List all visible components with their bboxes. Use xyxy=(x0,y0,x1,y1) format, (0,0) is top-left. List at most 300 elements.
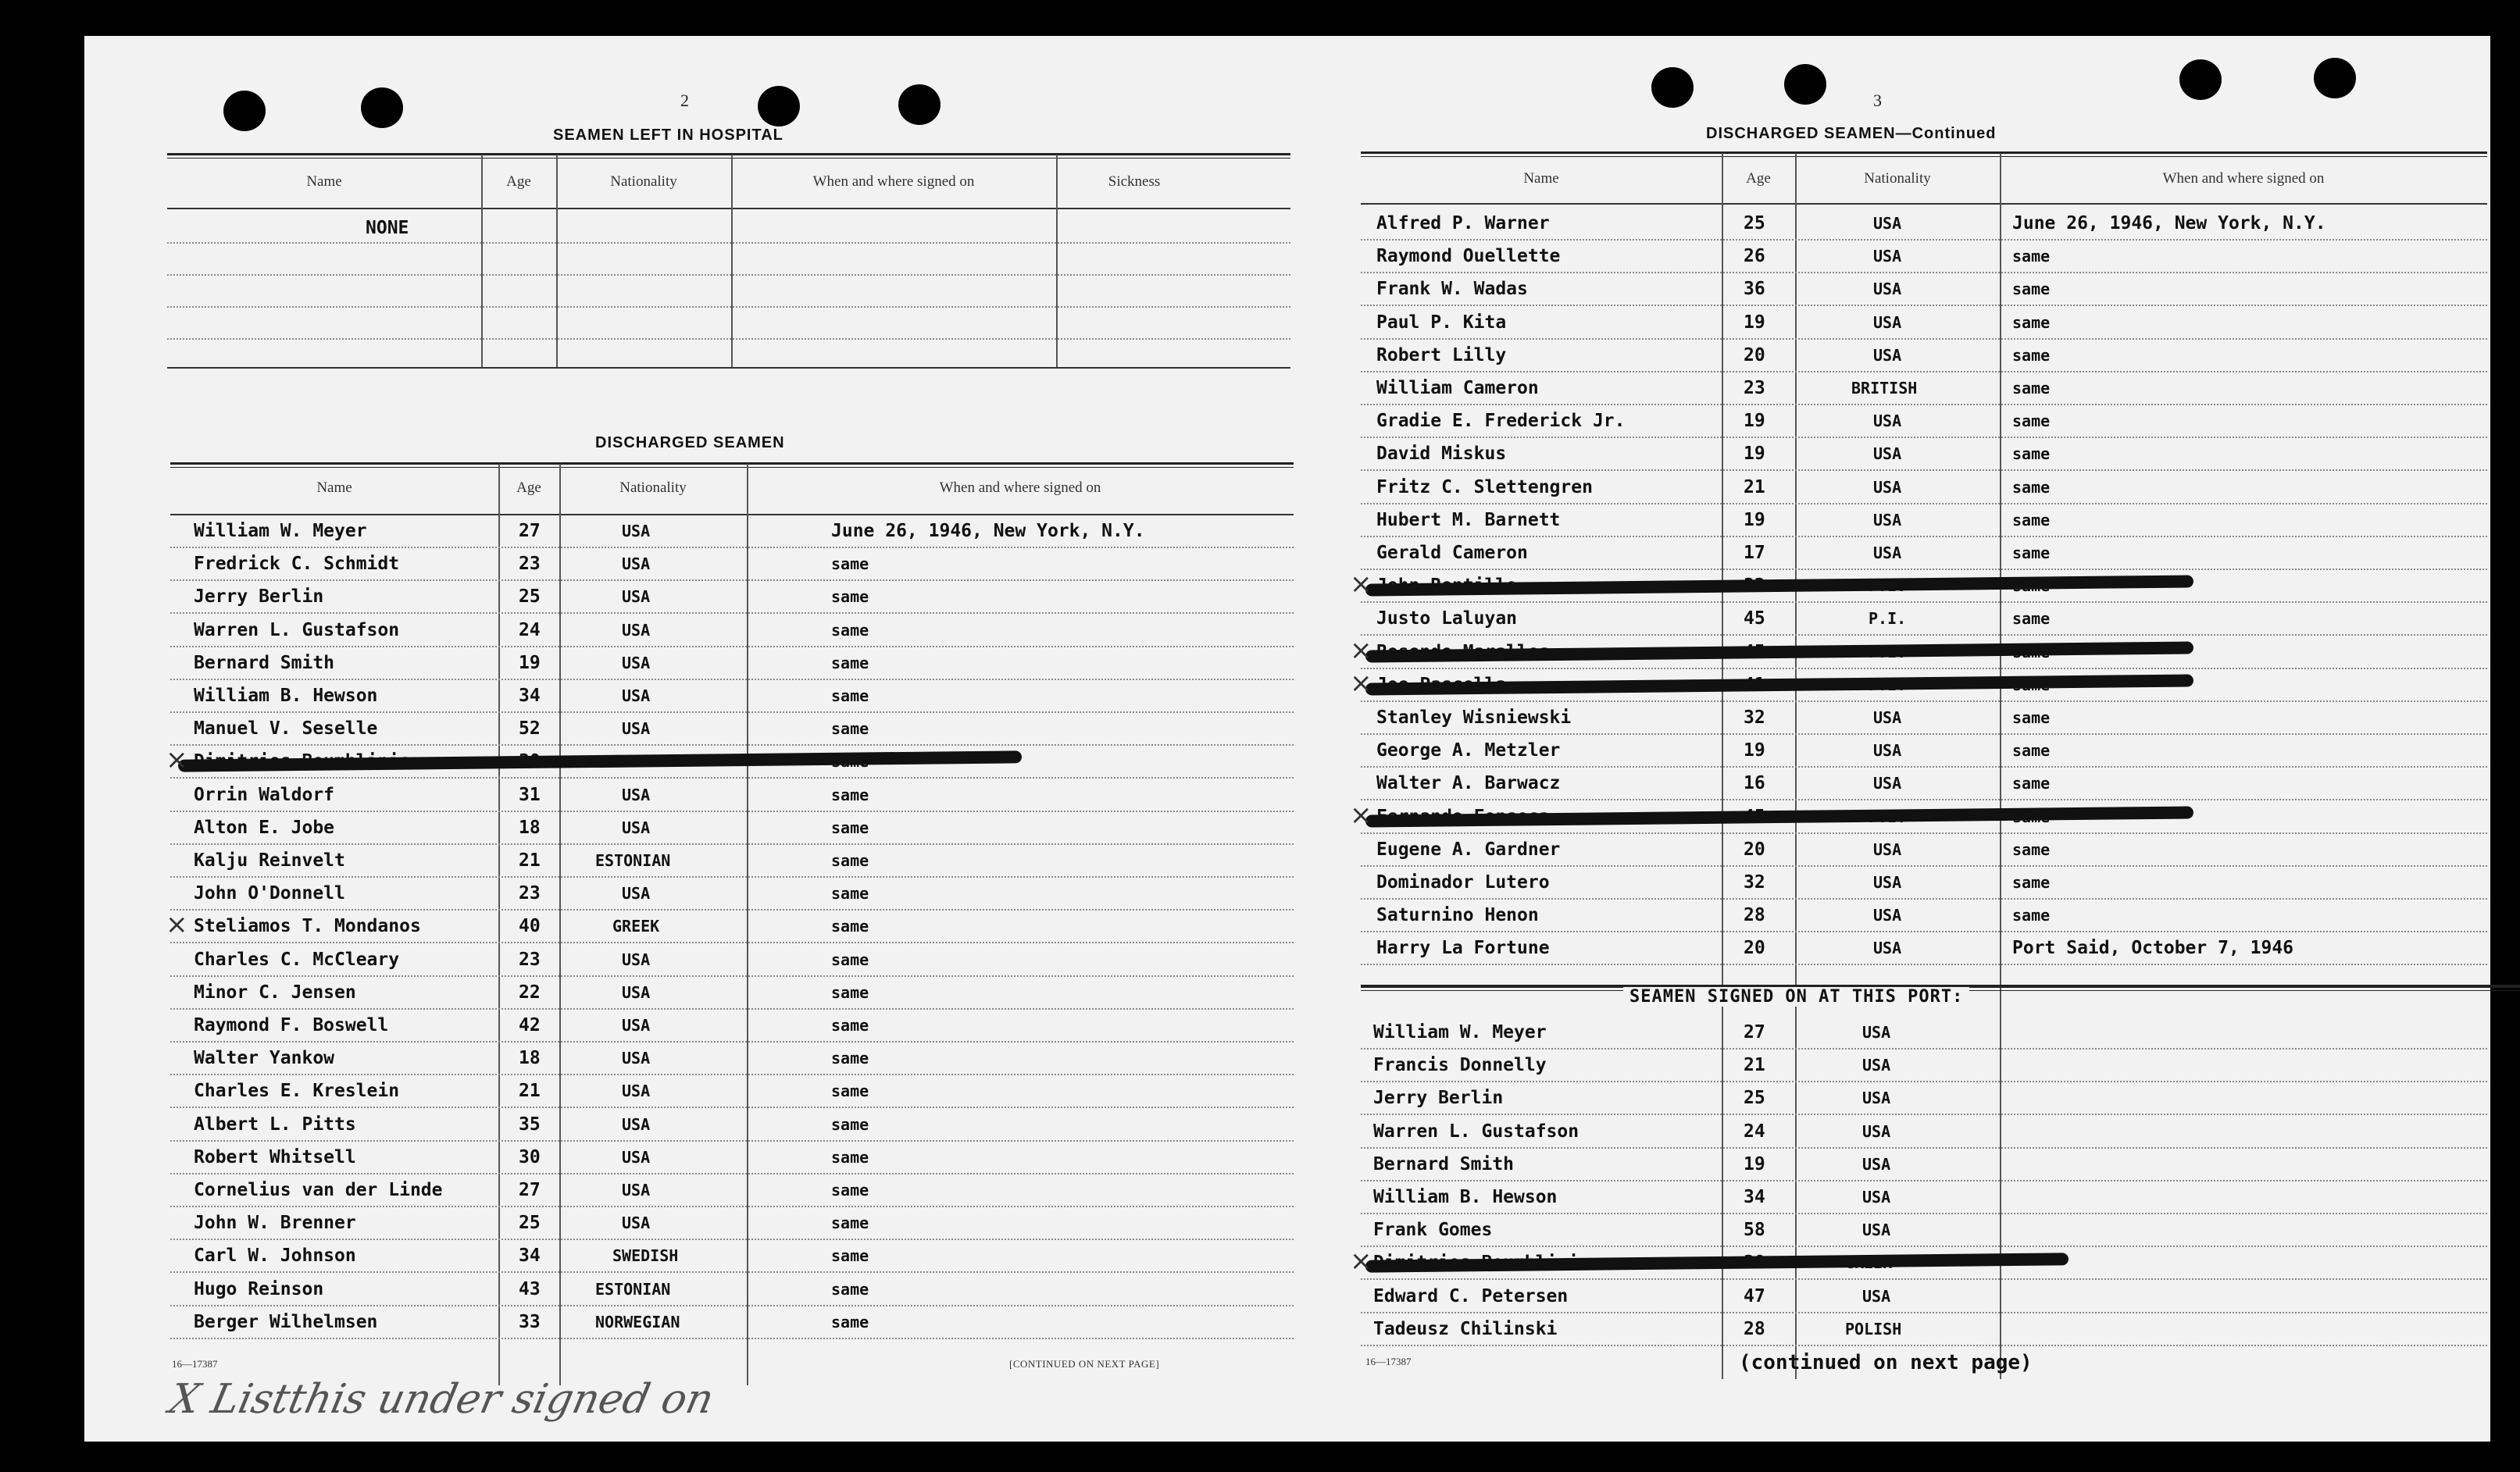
seaman-name: John W. Brenner xyxy=(194,1213,356,1233)
seaman-name: Manuel V. Seselle xyxy=(194,718,378,739)
seaman-name: Dominador Lutero xyxy=(1376,872,1550,893)
seaman-age: 19 xyxy=(1744,510,1765,530)
seaman-nationality: USA xyxy=(1862,1089,1891,1107)
row-rule xyxy=(170,1074,1294,1075)
seaman-name: Gradie E. Frederick Jr. xyxy=(1376,411,1626,431)
seaman-name: Bernard Smith xyxy=(1373,1154,1515,1174)
seaman-nationality: USA xyxy=(1862,1221,1891,1239)
seaman-nationality: USA xyxy=(1873,444,1902,463)
col-divider xyxy=(1056,155,1058,367)
row-rule xyxy=(1361,305,2487,306)
seaman-age: 25 xyxy=(1744,213,1765,233)
seaman-name: David Miskus xyxy=(1376,444,1507,464)
seaman-nationality: USA xyxy=(622,1016,651,1035)
row-rule xyxy=(170,1338,1294,1339)
seaman-age: 58 xyxy=(1744,1220,1765,1240)
col-header-sickness: Sickness xyxy=(1108,173,1161,190)
seaman-age: 19 xyxy=(1744,444,1765,464)
signed-on: same xyxy=(831,1181,869,1199)
signed-on: same xyxy=(831,554,869,573)
row-rule xyxy=(170,1140,1294,1142)
seaman-name: Hubert M. Barnett xyxy=(1376,510,1561,530)
row-rule xyxy=(1361,898,2487,900)
seaman-nationality: USA xyxy=(1873,939,1902,957)
col-header-nationality: Nationality xyxy=(619,479,687,496)
row-rule xyxy=(1361,503,2487,504)
seaman-age: 18 xyxy=(519,818,541,838)
seaman-nationality: USA xyxy=(1873,280,1902,298)
row-rule xyxy=(1361,799,2487,800)
seaman-name: Alton E. Jobe xyxy=(194,818,335,838)
seaman-age: 23 xyxy=(519,554,541,574)
seaman-age: 16 xyxy=(1744,773,1765,793)
signed-on: same xyxy=(831,719,869,738)
row-rule xyxy=(1361,865,2487,867)
col-divider xyxy=(498,464,500,1385)
discharged-continued-title: DISCHARGED SEAMEN—Continued xyxy=(1706,125,1997,142)
seaman-nationality: USA xyxy=(622,786,651,804)
row-rule xyxy=(1361,733,2487,735)
signed-on: same xyxy=(2012,478,2051,497)
seaman-age: 21 xyxy=(1744,1055,1765,1075)
seaman-name: Walter Yankow xyxy=(194,1048,335,1068)
seaman-age: 17 xyxy=(1744,543,1765,563)
seaman-age: 36 xyxy=(1744,279,1765,299)
row-rule xyxy=(1361,1180,2487,1182)
document-sheet xyxy=(84,36,2490,1442)
row-rule xyxy=(167,274,1290,276)
seaman-age: 25 xyxy=(519,586,541,607)
x-mark: × xyxy=(1350,635,1372,666)
seaman-age: 33 xyxy=(519,1312,541,1332)
signed-on: same xyxy=(831,1313,869,1331)
seaman-name: Gerald Cameron xyxy=(1376,543,1528,563)
seaman-nationality: USA xyxy=(1873,741,1902,760)
continued-bottom: (continued on next page) xyxy=(1739,1351,2033,1374)
seaman-name: Tadeusz Chilinski xyxy=(1373,1319,1558,1339)
punch-hole xyxy=(223,91,266,131)
seaman-name: Kalju Reinvelt xyxy=(194,850,345,871)
seaman-nationality: USA xyxy=(622,686,651,705)
col-header-age: Age xyxy=(506,173,531,190)
x-mark: × xyxy=(1350,668,1372,699)
seaman-age: 21 xyxy=(1744,477,1765,497)
seaman-name: George A. Metzler xyxy=(1376,740,1561,761)
row-rule xyxy=(170,942,1294,943)
row-rule xyxy=(170,1173,1294,1174)
seaman-age: 19 xyxy=(1744,312,1765,333)
seaman-name: Fredrick C. Schmidt xyxy=(194,554,400,574)
signed-on: same xyxy=(2012,511,2051,529)
seaman-nationality: USA xyxy=(1873,511,1902,529)
row-rule xyxy=(170,579,1294,581)
signed-on: same xyxy=(2012,873,2051,892)
col-header-age: Age xyxy=(1746,170,1771,187)
seaman-name: Hugo Reinson xyxy=(194,1279,324,1299)
seaman-nationality: USA xyxy=(1862,1188,1891,1206)
seaman-name: Harry La Fortune xyxy=(1376,938,1550,958)
signed-on: same xyxy=(831,686,869,705)
punch-hole xyxy=(2179,59,2222,100)
row-rule xyxy=(1361,634,2487,636)
signed-on: same xyxy=(2012,346,2051,365)
x-mark: × xyxy=(166,909,188,940)
seaman-nationality: USA xyxy=(622,1181,651,1199)
row-rule xyxy=(170,744,1294,746)
seaman-nationality: USA xyxy=(622,654,651,672)
x-mark: × xyxy=(1350,1246,1372,1277)
row-rule xyxy=(170,1305,1294,1306)
seaman-age: 47 xyxy=(1744,1286,1765,1306)
row-rule xyxy=(170,876,1294,878)
signed-on-heading: SEAMEN SIGNED ON AT THIS PORT: xyxy=(1623,987,1969,1007)
rule xyxy=(170,462,1294,468)
seaman-age: 27 xyxy=(1744,1022,1765,1043)
seaman-age: 28 xyxy=(1744,1319,1765,1339)
seaman-age: 30 xyxy=(519,1147,541,1167)
col-header-age: Age xyxy=(516,479,541,496)
seaman-age: 43 xyxy=(519,1279,541,1299)
row-rule xyxy=(1361,437,2487,438)
col-divider xyxy=(731,155,733,367)
row-rule xyxy=(1361,1246,2487,1247)
signed-on: same xyxy=(831,1246,869,1265)
seaman-nationality: USA xyxy=(622,983,651,1002)
seaman-nationality: ESTONIAN xyxy=(595,1280,671,1299)
seaman-age: 24 xyxy=(519,620,541,640)
signed-on: June 26, 1946, New York, N.Y. xyxy=(2012,213,2326,233)
seaman-name: Robert Whitsell xyxy=(194,1147,356,1167)
seaman-name: Frank Gomes xyxy=(1373,1220,1493,1240)
seaman-nationality: USA xyxy=(1862,1023,1891,1042)
seaman-age: 35 xyxy=(519,1114,541,1135)
seaman-age: 21 xyxy=(519,1081,541,1101)
seaman-nationality: USA xyxy=(622,1082,651,1100)
row-rule xyxy=(170,711,1294,713)
col-header-signed-on: When and where signed on xyxy=(939,479,1101,496)
seaman-nationality: USA xyxy=(1873,544,1902,562)
seaman-age: 27 xyxy=(519,521,541,541)
signed-on: same xyxy=(2012,906,2051,925)
signed-on: same xyxy=(2012,247,2051,266)
signed-on: same xyxy=(831,1280,869,1299)
punch-hole xyxy=(1784,64,1826,105)
rule xyxy=(1361,151,2487,157)
signed-on: same xyxy=(831,1016,869,1035)
seaman-nationality: USA xyxy=(1873,840,1902,859)
row-rule xyxy=(170,612,1294,614)
seaman-nationality: USA xyxy=(622,950,651,969)
col-header-signed-on: When and where signed on xyxy=(2162,170,2325,187)
continued-note: [CONTINUED ON NEXT PAGE] xyxy=(1009,1358,1160,1370)
seaman-name: Cornelius van der Linde xyxy=(194,1180,443,1200)
row-rule xyxy=(170,679,1294,680)
seaman-name: Albert L. Pitts xyxy=(194,1114,356,1135)
seaman-nationality: GREEK xyxy=(612,917,660,936)
seaman-nationality: NORWEGIAN xyxy=(595,1313,680,1331)
punch-hole xyxy=(2314,58,2356,98)
seaman-age: 32 xyxy=(1744,707,1765,728)
seaman-nationality: USA xyxy=(622,587,651,606)
row-rule xyxy=(1361,700,2487,702)
row-rule xyxy=(1361,1147,2487,1149)
signed-on: same xyxy=(831,884,869,903)
signed-on: same xyxy=(2012,840,2051,859)
row-rule xyxy=(170,1107,1294,1108)
seaman-age: 32 xyxy=(1744,872,1765,893)
punch-hole xyxy=(1651,67,1694,108)
col-divider xyxy=(747,464,748,1385)
seaman-nationality: USA xyxy=(622,719,651,738)
seaman-nationality: USA xyxy=(1873,313,1902,332)
punch-hole xyxy=(758,86,800,127)
seaman-name: Berger Wilhelmsen xyxy=(194,1312,378,1332)
row-rule xyxy=(170,777,1294,779)
seaman-age: 24 xyxy=(1744,1121,1765,1142)
seaman-nationality: USA xyxy=(622,621,651,640)
seaman-nationality: SWEDISH xyxy=(612,1246,679,1265)
seaman-age: 19 xyxy=(1744,1154,1765,1174)
signed-on: same xyxy=(831,587,869,606)
row-rule xyxy=(170,843,1294,845)
rule xyxy=(167,208,1290,209)
signed-on: same xyxy=(2012,774,2051,793)
rule xyxy=(167,367,1290,369)
seaman-name: Frank W. Wadas xyxy=(1376,279,1528,299)
seaman-nationality: USA xyxy=(1873,873,1902,892)
row-rule xyxy=(1361,964,2487,965)
seaman-age: 34 xyxy=(519,1246,541,1266)
rule xyxy=(167,153,1290,159)
seaman-name: Stanley Wisniewski xyxy=(1376,707,1572,728)
hospital-section-title: SEAMEN LEFT IN HOSPITAL xyxy=(553,127,783,144)
rule xyxy=(1361,203,2487,205)
signed-on: same xyxy=(831,1148,869,1167)
seaman-age: 34 xyxy=(519,686,541,706)
punch-hole xyxy=(898,84,941,125)
seaman-nationality: ESTONIAN xyxy=(595,851,671,870)
seaman-age: 23 xyxy=(519,883,541,904)
row-rule xyxy=(1361,568,2487,570)
seaman-nationality: USA xyxy=(622,1049,651,1067)
signed-on: same xyxy=(831,1049,869,1067)
seaman-name: William W. Meyer xyxy=(1373,1022,1547,1043)
seaman-age: 45 xyxy=(1744,608,1765,629)
row-rule xyxy=(170,1271,1294,1273)
page-number: 3 xyxy=(1873,91,1882,110)
row-rule xyxy=(1361,1278,2487,1280)
seaman-name: William Cameron xyxy=(1376,378,1539,398)
seaman-nationality: USA xyxy=(1873,774,1902,793)
seaman-nationality: USA xyxy=(1873,478,1902,497)
row-rule xyxy=(1361,404,2487,405)
row-rule xyxy=(1361,536,2487,537)
row-rule xyxy=(1361,832,2487,834)
x-mark: × xyxy=(1350,568,1372,600)
seaman-name: Eugene A. Gardner xyxy=(1376,839,1561,860)
handwritten-note: X Listthis under signed on xyxy=(165,1376,718,1423)
seaman-name: Francis Donnelly xyxy=(1373,1055,1547,1075)
signed-on: same xyxy=(831,950,869,969)
seaman-name: Fritz C. Slettengren xyxy=(1376,477,1593,497)
seaman-age: 18 xyxy=(519,1048,541,1068)
seaman-name: John O'Donnell xyxy=(194,883,345,904)
rule xyxy=(170,514,1294,515)
signed-on: same xyxy=(2012,280,2051,298)
seaman-name: Walter A. Barwacz xyxy=(1376,773,1561,793)
seaman-name: Jerry Berlin xyxy=(1373,1088,1504,1108)
row-rule xyxy=(170,909,1294,911)
seaman-age: 31 xyxy=(519,785,541,805)
seaman-name: Carl W. Johnson xyxy=(194,1246,356,1266)
row-rule xyxy=(170,646,1294,647)
row-rule xyxy=(170,547,1294,548)
seaman-name: Steliamos T. Mondanos xyxy=(194,916,421,936)
signed-on: same xyxy=(831,1214,869,1232)
seaman-name: Saturnino Henon xyxy=(1376,905,1539,925)
form-number: 16—17387 xyxy=(172,1358,218,1370)
seaman-name: Justo Laluyan xyxy=(1376,608,1518,629)
row-rule xyxy=(170,811,1294,812)
discharged-section-title: DISCHARGED SEAMEN xyxy=(595,434,785,451)
page-number: 2 xyxy=(680,91,689,110)
row-rule xyxy=(1361,1114,2487,1115)
signed-on: Port Said, October 7, 1946 xyxy=(2012,938,2294,958)
seaman-name: Warren L. Gustafson xyxy=(1373,1121,1579,1142)
seaman-name: Minor C. Jensen xyxy=(194,982,356,1003)
seaman-age: 20 xyxy=(1744,839,1765,860)
seaman-age: 40 xyxy=(519,916,541,936)
signed-on: same xyxy=(2012,412,2051,430)
row-rule xyxy=(167,306,1290,308)
seaman-name: Warren L. Gustafson xyxy=(194,620,400,640)
form-number: 16—17387 xyxy=(1365,1356,1412,1367)
seaman-nationality: USA xyxy=(1873,247,1902,266)
seaman-name: William B. Hewson xyxy=(194,686,378,706)
signed-on: same xyxy=(831,917,869,936)
seaman-name: William B. Hewson xyxy=(1373,1187,1558,1207)
row-rule xyxy=(1361,1312,2487,1313)
seaman-name: Edward C. Petersen xyxy=(1373,1286,1569,1306)
row-rule xyxy=(1361,766,2487,768)
signed-on: same xyxy=(831,818,869,837)
signed-on: same xyxy=(2012,544,2051,562)
row-rule xyxy=(1361,668,2487,669)
seaman-nationality: USA xyxy=(1862,1155,1891,1174)
col-divider xyxy=(556,155,558,367)
col-header-nationality: Nationality xyxy=(1864,170,1931,187)
seaman-name: Alfred P. Warner xyxy=(1376,213,1550,233)
col-divider xyxy=(559,464,561,1385)
seaman-name: William W. Meyer xyxy=(194,521,367,541)
row-rule xyxy=(1361,371,2487,372)
seaman-age: 52 xyxy=(519,718,541,739)
seaman-nationality: P.I. xyxy=(1869,609,1907,628)
seaman-age: 23 xyxy=(1744,378,1765,398)
seaman-name: Jerry Berlin xyxy=(194,586,324,607)
seaman-nationality: USA xyxy=(1873,214,1902,233)
seaman-nationality: POLISH xyxy=(1845,1320,1902,1338)
signed-on: June 26, 1946, New York, N.Y. xyxy=(831,521,1145,541)
row-rule xyxy=(170,1008,1294,1010)
signed-on: same xyxy=(2012,379,2051,397)
seaman-nationality: USA xyxy=(1873,346,1902,365)
seaman-nationality: USA xyxy=(622,554,651,573)
signed-on: same xyxy=(831,983,869,1002)
seaman-nationality: USA xyxy=(1873,906,1902,925)
col-header-signed-on: When and where signed on xyxy=(812,173,975,190)
row-rule xyxy=(1361,1345,2487,1346)
seaman-name: Bernard Smith xyxy=(194,653,335,673)
signed-on: same xyxy=(831,786,869,804)
seaman-age: 21 xyxy=(519,850,541,871)
hospital-row-name: NONE xyxy=(366,218,409,238)
seaman-name: Orrin Waldorf xyxy=(194,785,335,805)
seaman-age: 25 xyxy=(1744,1088,1765,1108)
row-rule xyxy=(1361,338,2487,340)
col-header-name: Name xyxy=(316,479,352,496)
row-rule xyxy=(1361,1048,2487,1050)
seaman-nationality: USA xyxy=(1873,412,1902,430)
seaman-age: 34 xyxy=(1744,1187,1765,1207)
punch-hole xyxy=(361,87,403,128)
seaman-age: 26 xyxy=(1744,246,1765,266)
seaman-age: 25 xyxy=(519,1213,541,1233)
signed-on: same xyxy=(831,1115,869,1134)
row-rule xyxy=(167,242,1290,244)
seaman-age: 28 xyxy=(1744,905,1765,925)
row-rule xyxy=(1361,239,2487,241)
seaman-nationality: USA xyxy=(1862,1287,1891,1306)
seaman-nationality: USA xyxy=(622,1148,651,1167)
seaman-nationality: USA xyxy=(1862,1122,1891,1141)
signed-on: same xyxy=(831,1082,869,1100)
row-rule xyxy=(1361,931,2487,932)
row-rule xyxy=(1361,1081,2487,1082)
seaman-nationality: USA xyxy=(1873,708,1902,727)
col-header-name: Name xyxy=(1523,170,1559,187)
seaman-age: 19 xyxy=(1744,411,1765,431)
row-rule xyxy=(170,1206,1294,1207)
signed-on: same xyxy=(2012,609,2051,628)
seaman-age: 20 xyxy=(1744,938,1765,958)
row-rule xyxy=(1361,469,2487,471)
signed-on: same xyxy=(2012,708,2051,727)
seaman-age: 22 xyxy=(519,982,541,1003)
seaman-name: Paul P. Kita xyxy=(1376,312,1507,333)
row-rule xyxy=(170,1041,1294,1043)
row-rule xyxy=(167,338,1290,340)
seaman-nationality: USA xyxy=(622,884,651,903)
seaman-nationality: USA xyxy=(622,1214,651,1232)
seaman-age: 27 xyxy=(519,1180,541,1200)
seaman-age: 20 xyxy=(1744,345,1765,365)
signed-on: same xyxy=(831,621,869,640)
signed-on: same xyxy=(831,654,869,672)
x-mark: × xyxy=(166,744,188,775)
row-rule xyxy=(1361,601,2487,603)
signed-on: same xyxy=(831,851,869,870)
seaman-age: 19 xyxy=(519,653,541,673)
col-header-nationality: Nationality xyxy=(610,173,677,190)
col-divider xyxy=(481,155,483,367)
seaman-name: Raymond Ouellette xyxy=(1376,246,1561,266)
signed-on: same xyxy=(2012,444,2051,463)
seaman-nationality: BRITISH xyxy=(1851,379,1918,397)
seaman-name: Charles C. McCleary xyxy=(194,950,400,970)
row-rule xyxy=(170,975,1294,977)
row-rule xyxy=(1361,272,2487,273)
